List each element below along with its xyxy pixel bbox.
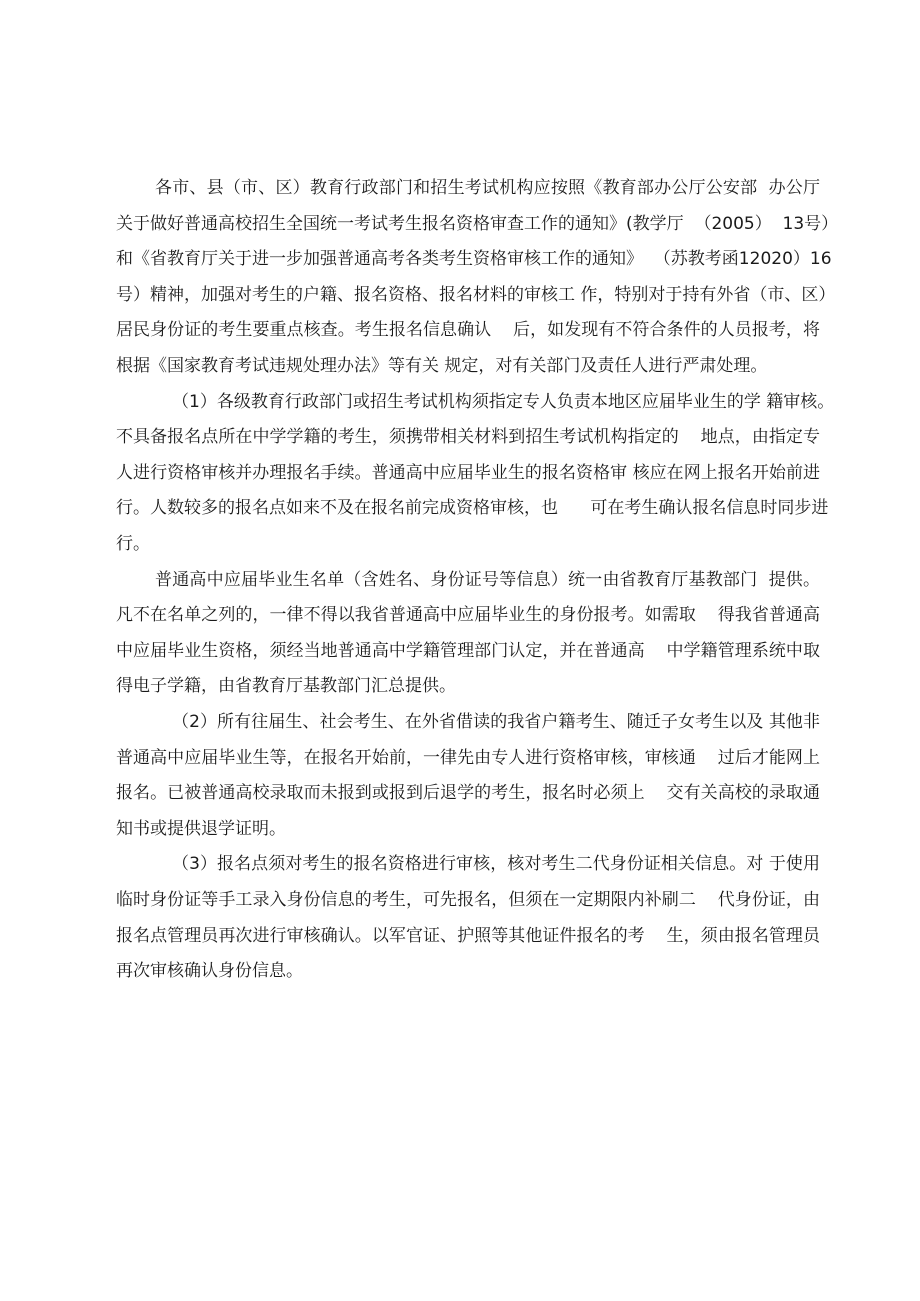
paragraph-intro-line-5: 居民身份证的考生要重点核查。考生报名信息确认 后，如发现有不符合条件的人员报考，将 — [116, 320, 820, 340]
paragraph-item1b-line-4: 得电子学籍，由省教育厅基教部门汇总提供。 — [116, 676, 456, 696]
paragraph-item1b-line-2: 凡不在名单之列的，一律不得以我省普通高中应届毕业生的身份报考。如需取 得我省普通高 — [116, 605, 820, 625]
paragraph-item3-line-3: 报名点管理员再次进行审核确认。以军官证、护照等其他证件报名的考 生，须由报名管理员 — [116, 926, 820, 946]
paragraph-intro-line-3: 和《省教育厅关于进一步加强普通高考各类考生资格审核工作的通知》 （苏教考函12020）16 — [116, 249, 832, 269]
paragraph-intro-line-4: 号）精神，加强对考生的户籍、报名资格、报名材料的审核工 作，特别对于持有外省（市、区） — [116, 285, 836, 305]
paragraph-item2-line-4: 知书或提供退学证明。 — [116, 819, 286, 839]
paragraph-item1-line-4: 行。人数较多的报名点如来不及在报名前完成资格审核，也 可在考生确认报名信息时同步进 — [116, 498, 829, 518]
paragraph-intro-line-2: 关于做好普通高校招生全国统一考试考生报名资格审查工作的通知》(教学厅 （2005） 13号） — [116, 214, 839, 234]
paragraph-item3-line-1: （3）报名点须对考生的报名资格进行审核，核对考生二代身份证相关信息。对 于使用 — [172, 854, 820, 874]
paragraph-item2-line-3: 报名。已被普通高校录取而未报到或报到后退学的考生，报名时必须上 交有关高校的录取通 — [116, 783, 820, 803]
paragraph-item2-line-1: （2）所有往届生、社会考生、在外省借读的我省户籍考生、随迁子女考生以及 其他非 — [172, 712, 820, 732]
paragraph-item1-line-1: （1）各级教育行政部门或招生考试机构须指定专人负责本地区应届毕业生的学 籍审核。 — [172, 392, 835, 412]
paragraph-item1-line-5: 行。 — [116, 534, 150, 554]
paragraph-item1-line-2: 不具备报名点所在中学学籍的考生，须携带相关材料到招生考试机构指定的 地点，由指定专 — [116, 427, 820, 447]
paragraph-item2-line-2: 普通高中应届毕业生等，在报名开始前，一律先由专人进行资格审核，审核通 过后才能网上 — [116, 748, 820, 768]
paragraph-intro-line-6: 根据《国家教育考试违规处理办法》等有关 规定，对有关部门及责任人进行严肃处理。 — [116, 356, 768, 376]
paragraph-intro-line-1: 各市、县（市、区）教育行政部门和招生考试机构应按照《教育部办公厅公安部 办公厅 — [155, 178, 820, 198]
paragraph-item3-line-4: 再次审核确认身份信息。 — [116, 961, 303, 981]
paragraph-item1b-line-3: 中应届毕业生资格，须经当地普通高中学籍管理部门认定，并在普通高 中学籍管理系统中取 — [116, 641, 820, 661]
paragraph-item1b-line-1: 普通高中应届毕业生名单（含姓名、身份证号等信息）统一由省教育厅基教部门 提供。 — [155, 570, 820, 590]
paragraph-item1-line-3: 人进行资格审核并办理报名手续。普通高中应届毕业生的报名资格审 核应在网上报名开始前进 — [116, 463, 820, 483]
paragraph-item3-line-2: 临时身份证等手工录入身份信息的考生，可先报名，但须在一定期限内补刷二 代身份证，由 — [116, 890, 820, 910]
